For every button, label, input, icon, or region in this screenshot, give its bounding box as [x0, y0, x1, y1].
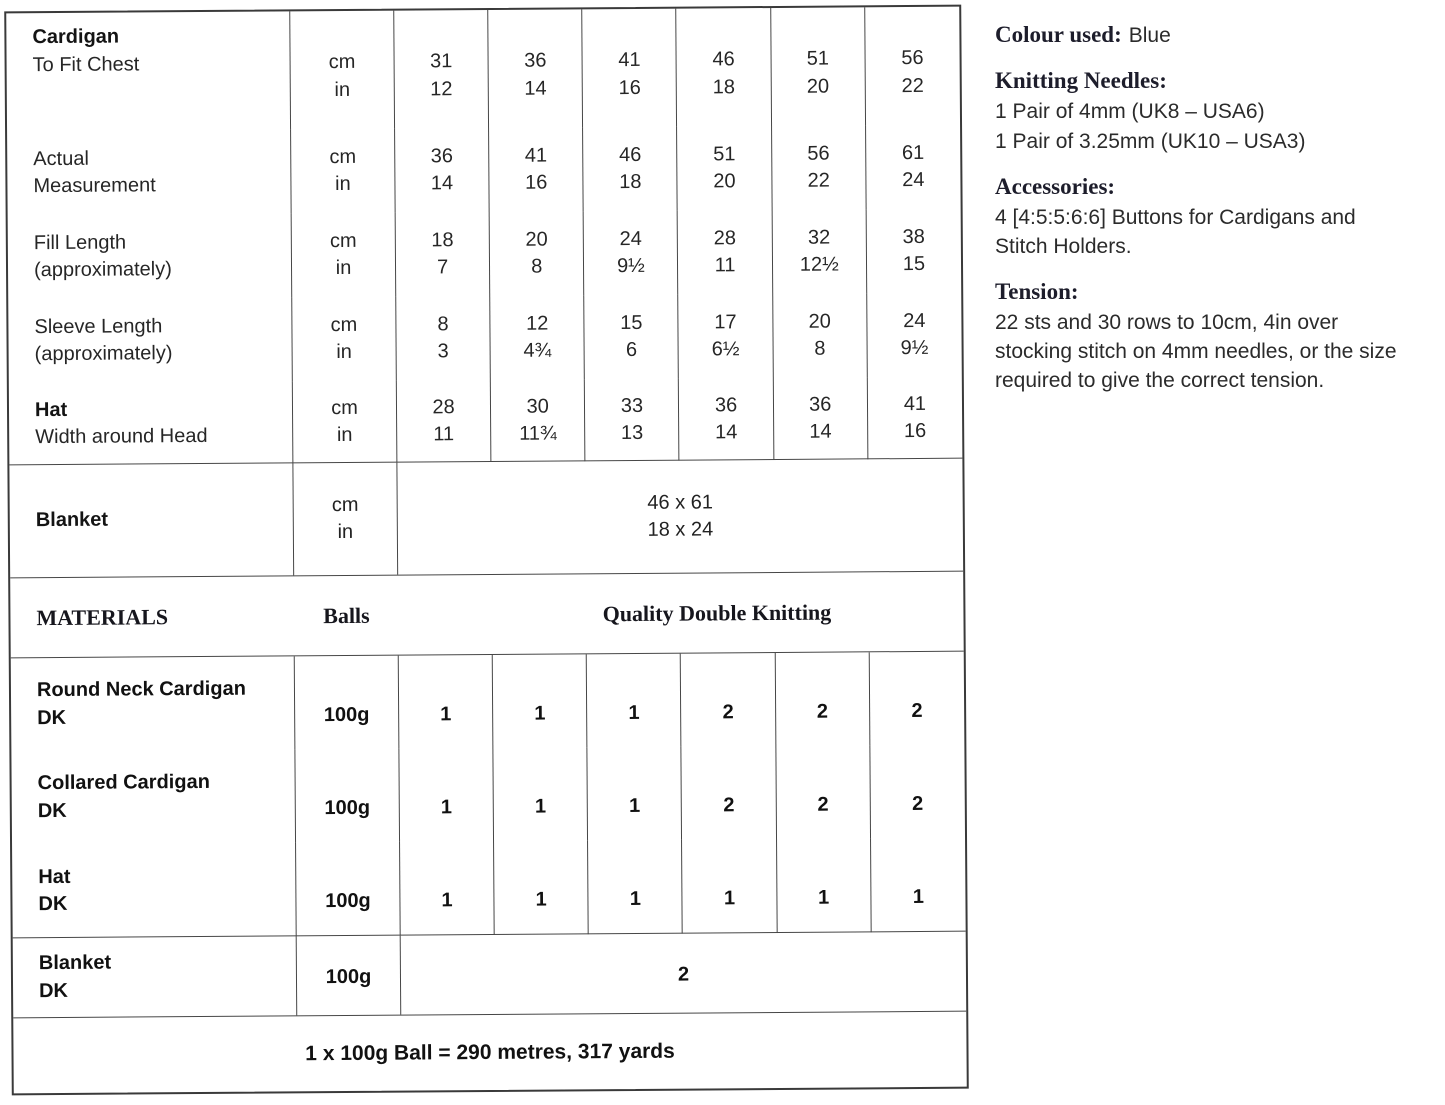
size-value-cm: 36	[714, 393, 738, 416]
materials-row	[11, 745, 965, 845]
size-row-label-line1: Sleeve Length	[34, 314, 163, 338]
materials-value-cell: 1	[399, 748, 494, 842]
size-row-label-line1: Fill Length	[33, 231, 127, 254]
size-value-cell	[490, 211, 585, 296]
size-value-cm: 56	[807, 142, 830, 165]
size-row-label-cell	[6, 11, 291, 131]
unit-cm: cm	[329, 145, 357, 168]
blanket-size-label-cell	[9, 463, 294, 577]
size-row-label-line2: Width around Head	[35, 424, 208, 449]
size-value-in: 9½	[616, 254, 645, 278]
size-value-in: 24	[902, 168, 925, 192]
size-value-in: 14	[430, 172, 454, 195]
blanket-size-row	[9, 459, 963, 579]
quality-heading: Quality Double Knitting	[602, 599, 832, 626]
knitting-needles-block	[995, 66, 1411, 156]
size-value-cm: 20	[525, 228, 548, 251]
accessories-text: 4 [4:5:5:6:6] Buttons for Cardigans and Stitch Holders.	[995, 206, 1356, 258]
tension-text: 22 sts and 30 rows to 10cm, 4in over stocking stitch on 4mm needles, or the size required to give the correct tension.	[995, 311, 1397, 392]
size-value-in: 18	[619, 170, 642, 194]
unit-in: in	[337, 520, 354, 544]
size-row-unit-cell	[292, 297, 397, 382]
size-value-in: 8	[531, 255, 543, 278]
size-value-cell	[866, 209, 961, 294]
size-value-in: 14	[715, 421, 738, 444]
materials-value-cell: 2	[911, 699, 923, 723]
unit-in: in	[335, 172, 351, 196]
size-row-label-cell	[8, 213, 293, 299]
size-value-in: 18	[712, 75, 736, 98]
unit-in: in	[336, 340, 352, 364]
blanket-size-in: 18 x 24	[647, 518, 714, 541]
size-value-in: 6½	[711, 338, 740, 361]
materials-row-label-cell	[12, 842, 297, 938]
size-value-cell	[394, 10, 489, 129]
materials-row-label-line2: DK	[37, 706, 67, 729]
tension-heading: Tension:	[995, 279, 1079, 304]
unit-cm: cm	[328, 50, 356, 74]
size-value-cell	[678, 210, 773, 295]
size-value-cell	[585, 379, 680, 462]
colour-used-value: Blue	[1128, 24, 1171, 47]
size-value-cm: 36	[524, 49, 547, 72]
size-value-cell	[584, 211, 679, 296]
sizes-section	[6, 7, 962, 466]
materials-heading: MATERIALS	[36, 603, 169, 630]
size-value-in: 3	[437, 340, 449, 363]
size-value-cell	[583, 9, 678, 128]
size-row	[7, 125, 961, 216]
size-row-label-line1: Actual	[33, 147, 89, 170]
size-value-cell	[491, 379, 586, 462]
materials-value-cell: 2	[682, 746, 777, 840]
materials-value-cell: 1	[400, 841, 495, 936]
size-row-label-cell	[8, 297, 293, 383]
size-value-cell	[677, 8, 772, 127]
materials-value-cell: 2	[681, 653, 776, 747]
materials-row-label-line2: DK	[38, 892, 68, 916]
unit-cm: cm	[329, 229, 357, 252]
size-row-label-line2: (approximately)	[33, 258, 172, 282]
size-row-unit-cell	[292, 213, 397, 298]
size-value-cm: 20	[808, 310, 831, 333]
size-value-cm: 30	[526, 395, 549, 418]
size-value-cm: 28	[432, 395, 455, 418]
size-value-cm: 41	[618, 48, 641, 72]
size-value-cm: 12	[525, 312, 549, 335]
size-and-materials-table	[4, 5, 969, 1096]
size-value-cm: 15	[620, 311, 643, 334]
size-row-unit-cell	[291, 129, 396, 214]
size-value-cm: 46	[712, 48, 735, 71]
size-value-cell	[867, 293, 962, 378]
colour-used-label: Colour used:	[995, 22, 1122, 47]
size-value-in: 20	[806, 75, 830, 98]
size-row	[9, 377, 963, 466]
materials-value-cell: 1	[588, 747, 683, 841]
size-value-in: 14	[524, 77, 547, 100]
size-value-in: 12	[430, 77, 453, 100]
unit-cm: cm	[330, 313, 358, 336]
size-value-in: 11¾	[519, 422, 557, 445]
size-value-cell	[679, 294, 774, 379]
materials-value-cell: 1	[494, 840, 589, 935]
size-value-cm: 41	[524, 144, 548, 167]
size-value-cm: 24	[903, 309, 926, 332]
size-value-cell	[395, 128, 490, 213]
size-value-cell	[868, 377, 963, 460]
ball-yardage-note: 1 x 100g Ball = 290 metres, 317 yards	[305, 1039, 675, 1065]
materials-row-label-line1: Hat	[38, 865, 71, 888]
size-value-in: 8	[814, 337, 826, 360]
size-row-unit-cell	[290, 11, 395, 130]
needle-line-1: 1 Pair of 4mm (UK8 – USA6)	[995, 100, 1265, 123]
blanket-dk-ballsize-cell: 100g	[297, 936, 402, 1016]
size-value-cm: 51	[806, 47, 830, 70]
materials-ballsize-cell: 100g	[295, 749, 400, 843]
size-row-label-cell	[7, 129, 292, 215]
blanket-unit-cell	[293, 463, 398, 576]
size-value-cell	[488, 9, 583, 128]
size-value-cell	[585, 295, 680, 380]
size-value-cell	[490, 295, 585, 380]
materials-value-cell: 2	[912, 792, 924, 816]
size-value-cell	[773, 377, 868, 460]
size-value-cm: 38	[902, 225, 925, 248]
size-value-in: 16	[618, 76, 641, 99]
size-value-cell	[771, 7, 866, 126]
size-value-in: 7	[436, 256, 449, 279]
materials-row-label-line1: Round Neck Cardigan	[36, 677, 246, 702]
size-value-cm: 24	[619, 227, 642, 250]
size-value-in: 9½	[900, 336, 929, 360]
materials-row	[12, 838, 966, 939]
size-value-in: 14	[809, 420, 832, 443]
unit-in: in	[334, 78, 351, 101]
info-panel	[995, 20, 1411, 411]
size-value-in: 12½	[799, 253, 839, 276]
materials-row	[11, 652, 965, 752]
balls-heading: Balls	[323, 602, 370, 628]
size-value-in: 11	[433, 423, 455, 446]
blanket-dk-line1: Blanket	[38, 951, 112, 975]
unit-in: in	[336, 423, 353, 447]
materials-value-cell: 1	[588, 840, 683, 935]
size-row-unit-cell	[293, 381, 398, 464]
materials-value-cell: 1	[399, 655, 494, 749]
size-value-cm: 32	[807, 226, 831, 249]
size-value-in: 22	[901, 74, 924, 97]
size-value-cm: 51	[713, 142, 736, 165]
materials-row-label-line1: Collared Cardigan	[37, 770, 210, 795]
materials-value-cell: 2	[775, 652, 870, 746]
blanket-materials-row	[13, 932, 967, 1019]
size-value-cell	[772, 125, 867, 210]
materials-row-label-cell	[11, 749, 296, 844]
size-value-in: 11	[714, 254, 736, 277]
size-value-cm: 56	[901, 46, 924, 70]
size-value-cm: 36	[430, 144, 454, 167]
size-value-cell	[679, 378, 774, 461]
materials-ballsize-cell: 100g	[295, 656, 400, 750]
blanket-size-cm: 46 x 61	[647, 490, 714, 514]
size-value-cm: 8	[437, 312, 449, 335]
size-value-cell	[772, 209, 867, 294]
materials-header-row	[10, 572, 964, 659]
size-value-in: 20	[713, 170, 736, 193]
materials-section	[11, 652, 966, 939]
size-value-cell	[489, 127, 584, 212]
size-value-cm: 46	[618, 143, 642, 166]
size-value-in: 16	[524, 171, 548, 194]
size-value-cell	[583, 127, 678, 212]
size-value-cm: 28	[713, 226, 737, 249]
blanket-label: Blanket	[35, 508, 109, 532]
size-value-cm: 31	[429, 50, 453, 73]
materials-value-cell: 1	[493, 654, 588, 748]
size-row-label-line1: Hat	[34, 398, 68, 421]
needle-line-2: 1 Pair of 3.25mm (UK10 – USA3)	[995, 130, 1306, 153]
unit-in: in	[335, 256, 352, 280]
knitting-needles-heading: Knitting Needles:	[995, 68, 1167, 93]
size-row-label-cell	[9, 381, 294, 465]
size-value-cm: 18	[431, 228, 454, 251]
size-value-cell	[397, 380, 492, 463]
materials-value-cell: 1	[912, 885, 924, 909]
materials-value-cell: 2	[776, 745, 871, 839]
size-value-cm: 41	[903, 392, 927, 415]
tension-block	[995, 277, 1411, 395]
accessories-block	[995, 172, 1411, 261]
size-value-cell	[396, 212, 491, 297]
size-value-in: 13	[620, 421, 644, 445]
materials-ballsize-cell: 100g	[296, 842, 401, 937]
size-value-cell	[396, 296, 491, 381]
colour-used-block	[995, 20, 1411, 50]
size-value-in: 4¾	[523, 339, 552, 362]
blanket-dk-line2: DK	[38, 979, 69, 1002]
blanket-dk-value-cell: 2	[677, 963, 690, 986]
size-value-cell	[773, 293, 868, 378]
size-value-in: 6	[625, 338, 638, 362]
size-row	[6, 7, 960, 132]
size-value-cm: 36	[809, 393, 832, 416]
size-row-label-line2: Measurement	[33, 174, 156, 198]
blanket-dk-label-cell	[13, 936, 298, 1017]
materials-row-label-cell	[11, 656, 296, 751]
size-value-in: 16	[903, 419, 927, 443]
size-value-cm: 33	[620, 394, 644, 417]
size-row-label-line2: (approximately)	[34, 342, 173, 366]
size-value-in: 22	[807, 169, 830, 192]
materials-value-cell: 1	[683, 839, 778, 934]
size-value-cm: 17	[714, 310, 737, 333]
materials-value-cell: 1	[777, 838, 872, 933]
materials-row-label-line2: DK	[37, 799, 67, 822]
accessories-heading: Accessories:	[995, 174, 1116, 199]
size-value-cell	[678, 126, 773, 211]
size-row-label-line2: To Fit Chest	[32, 52, 140, 76]
size-value-cell	[865, 7, 960, 126]
size-row	[8, 209, 962, 300]
unit-cm: cm	[331, 396, 358, 419]
size-value-cm: 61	[901, 141, 925, 164]
materials-value-cell: 1	[494, 747, 589, 841]
size-row-label-line1: Cardigan	[32, 25, 120, 49]
size-value-cell	[866, 125, 961, 210]
materials-value-cell: 1	[587, 654, 682, 748]
unit-cm: cm	[331, 493, 359, 516]
size-value-in: 15	[902, 252, 926, 276]
blanket-size-values-cell	[397, 459, 963, 575]
size-row	[8, 293, 962, 384]
